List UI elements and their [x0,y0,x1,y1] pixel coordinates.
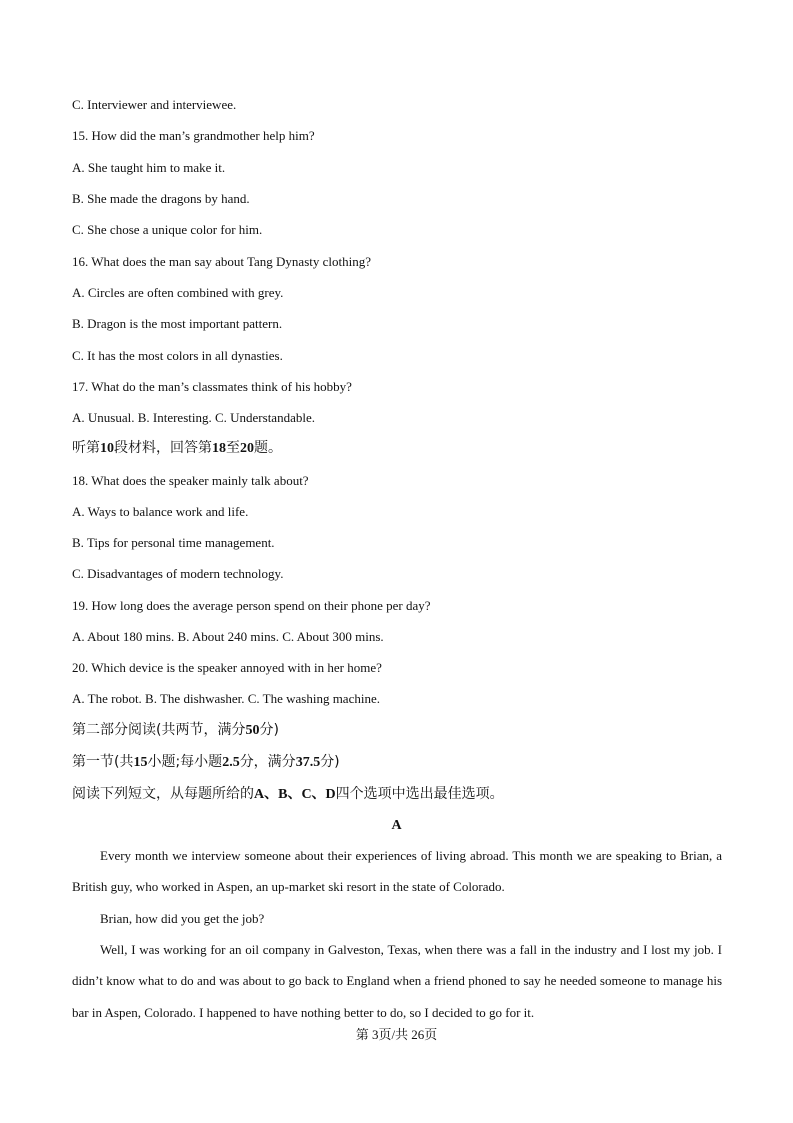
text: 第一节(共 [72,754,134,770]
number: 37.5 [295,755,321,770]
page-footer: 第 3页/共 26页 [355,1027,438,1042]
text: 第二部分阅读(共两节，满分 [72,722,246,738]
passage-paragraph: Brian, how did you get the job? [100,911,265,926]
option-a: A. Circles are often combined with grey. [72,285,284,300]
question-19: 19. How long does the average person spend on their phone per day? [72,598,431,613]
options-17: A. Unusual. B. Interesting. C. Understandable. [72,410,315,425]
option-c: C. Disadvantages of modern technology. [72,566,284,581]
question-line: C. Interviewer and interviewee. [72,97,237,112]
option-letters: A、B、C、D [254,787,336,802]
option-b: B. Dragon is the most important pattern. [72,316,283,331]
text: 题。 [254,440,282,456]
section-1-header [72,754,340,771]
text: 分) [320,754,340,770]
option-c: C. It has the most colors in all dynasties. [72,348,283,363]
section-10-header [72,440,282,457]
question-15: 15. How did the man’s grandmother help him? [72,128,315,143]
text: 听第 [72,440,100,456]
number: 15 [133,755,148,770]
text: 四个选项中选出最佳选项。 [335,786,504,802]
text: 分，满分 [239,754,296,770]
text: 阅读下列短文，从每题所给的 [72,786,254,802]
number: 2.5 [222,755,240,770]
number: 20 [240,441,254,456]
instruction [72,786,504,803]
text: 分) [259,722,279,738]
question-18: 18. What does the speaker mainly talk about? [72,473,309,488]
option-b: B. She made the dragons by hand. [72,191,250,206]
question-16: 16. What does the man say about Tang Dynasty clothing? [72,254,371,269]
options-19: A. About 180 mins. B. About 240 mins. C. About 300 mins. [72,629,384,644]
passage-paragraph: Every month we interview someone about their experiences of living abroad. This month we are speaking to Brian, a British guy, who worked in Aspen, an up-market ski resort in the state of Colorado. [72,848,722,895]
part-2-header [72,722,279,739]
number: 50 [245,723,260,738]
option-a: A. She taught him to make it. [72,160,226,175]
number: 10 [100,441,114,456]
text: 至 [226,440,240,456]
question-20: 20. Which device is the speaker annoyed with in her home? [72,660,382,675]
passage-heading: A [391,818,402,833]
number: 18 [212,441,226,456]
option-c: C. She chose a unique color for him. [72,222,263,237]
text: 段材料，回答第 [114,440,212,456]
option-a: A. Ways to balance work and life. [72,504,249,519]
question-17: 17. What do the man’s classmates think of his hobby? [72,379,352,394]
passage-paragraph: Well, I was working for an oil company in Galveston, Texas, when there was a fall in the industry and I lost my job. I didn’t know what to do and was about to go back to England when a friend phoned to say he needed someone to manage his bar in Aspen, Colorado. I happened to have nothing better to do, so I decided to go for it. [72,942,722,1020]
option-b: B. Tips for personal time management. [72,535,275,550]
text: 小题;每小题 [147,754,223,770]
options-20: A. The robot. B. The dishwasher. C. The washing machine. [72,691,380,706]
